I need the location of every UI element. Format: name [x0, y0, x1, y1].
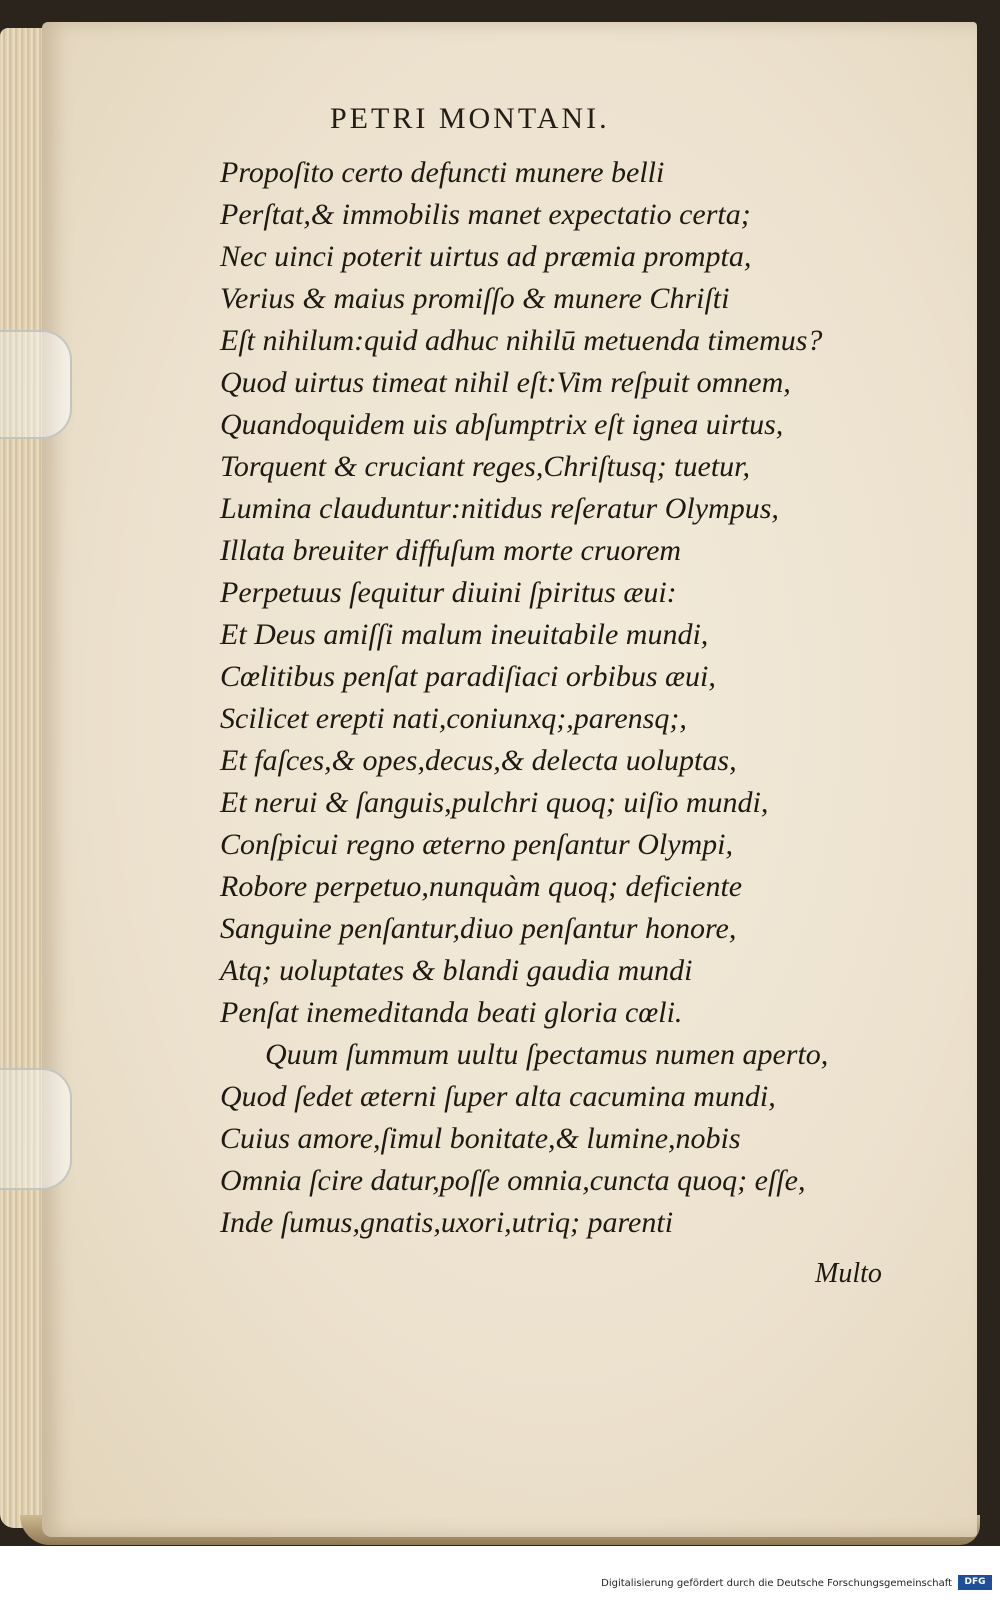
verse-line: Quandoquidem uis abſumptrix eſt ignea uirtus, [220, 408, 784, 441]
catchword: Multo [815, 1258, 882, 1289]
verse-line: Omnia ſcire datur,poſſe omnia,cuncta quoq; eſſe, [220, 1164, 806, 1197]
footer-bar [0, 1546, 1000, 1602]
verse-line: Quod ſedet æterni ſuper alta cacumina mundi, [220, 1080, 776, 1113]
verse-line: Cuius amore,ſimul bonitate,& lumine,nobis [220, 1122, 741, 1155]
verse-line: Eſt nihilum:quid adhuc nihilū metuenda timemus? [220, 324, 823, 357]
verse-line: Et Deus amiſſi malum ineuitabile mundi, [220, 618, 709, 651]
verse-line: Robore perpetuo,nunquàm quoq; deficiente [220, 870, 743, 903]
verse-line: Quod uirtus timeat nihil eſt:Vim reſpuit omnem, [220, 366, 791, 399]
verse-line: Conſpicui regno æterno penſantur Olympi, [220, 828, 734, 861]
verse-line: Et faſces,& opes,decus,& delecta uoluptas, [220, 744, 737, 777]
verse-line: Cœlitibus penſat paradiſiaci orbibus æui, [220, 660, 716, 693]
verse-line: Scilicet erepti nati,coniunxq;,parensq;, [220, 702, 687, 735]
page-clip-top [0, 330, 72, 439]
verse-line: Atq; uoluptates & blandi gaudia mundi [220, 954, 693, 987]
verse-line: Perpetuus ſequitur diuini ſpiritus æui: [220, 576, 677, 609]
dfg-logo: DFG [958, 1575, 992, 1590]
page-clip-bottom [0, 1068, 72, 1190]
verse-line: Quum ſummum uultu ſpectamus numen aperto, [265, 1038, 829, 1071]
verse-line: Torquent & cruciant reges,Chriſtusq; tuetur, [220, 450, 751, 483]
verse-line: Nec uinci poterit uirtus ad præmia prompta, [220, 240, 752, 273]
verse-line: Propoſito certo defuncti munere belli [220, 156, 665, 189]
footer-credit: Digitalisierung gefördert durch die Deutsche Forschungsgemeinschaft [601, 1578, 952, 1589]
verse-line: Sanguine penſantur,diuo penſantur honore, [220, 912, 737, 945]
verse-line: Perſtat,& immobilis manet expectatio certa; [220, 198, 751, 231]
verse-text-block [220, 152, 920, 1244]
verse-line: Penſat inemeditanda beati gloria cœli. [220, 996, 683, 1029]
verse-line: Et nerui & ſanguis,pulchri quoq; uiſio mundi, [220, 786, 769, 819]
verse-line: Inde ſumus,gnatis,uxori,utriq; parenti [220, 1206, 674, 1239]
verse-line: Illata breuiter diffuſum morte cruorem [220, 534, 682, 567]
verse-line: Lumina clauduntur:nitidus reſeratur Olympus, [220, 492, 779, 525]
verse-line: Verius & maius promiſſo & munere Chriſti [220, 282, 730, 315]
running-head: PETRI MONTANI. [330, 102, 610, 135]
